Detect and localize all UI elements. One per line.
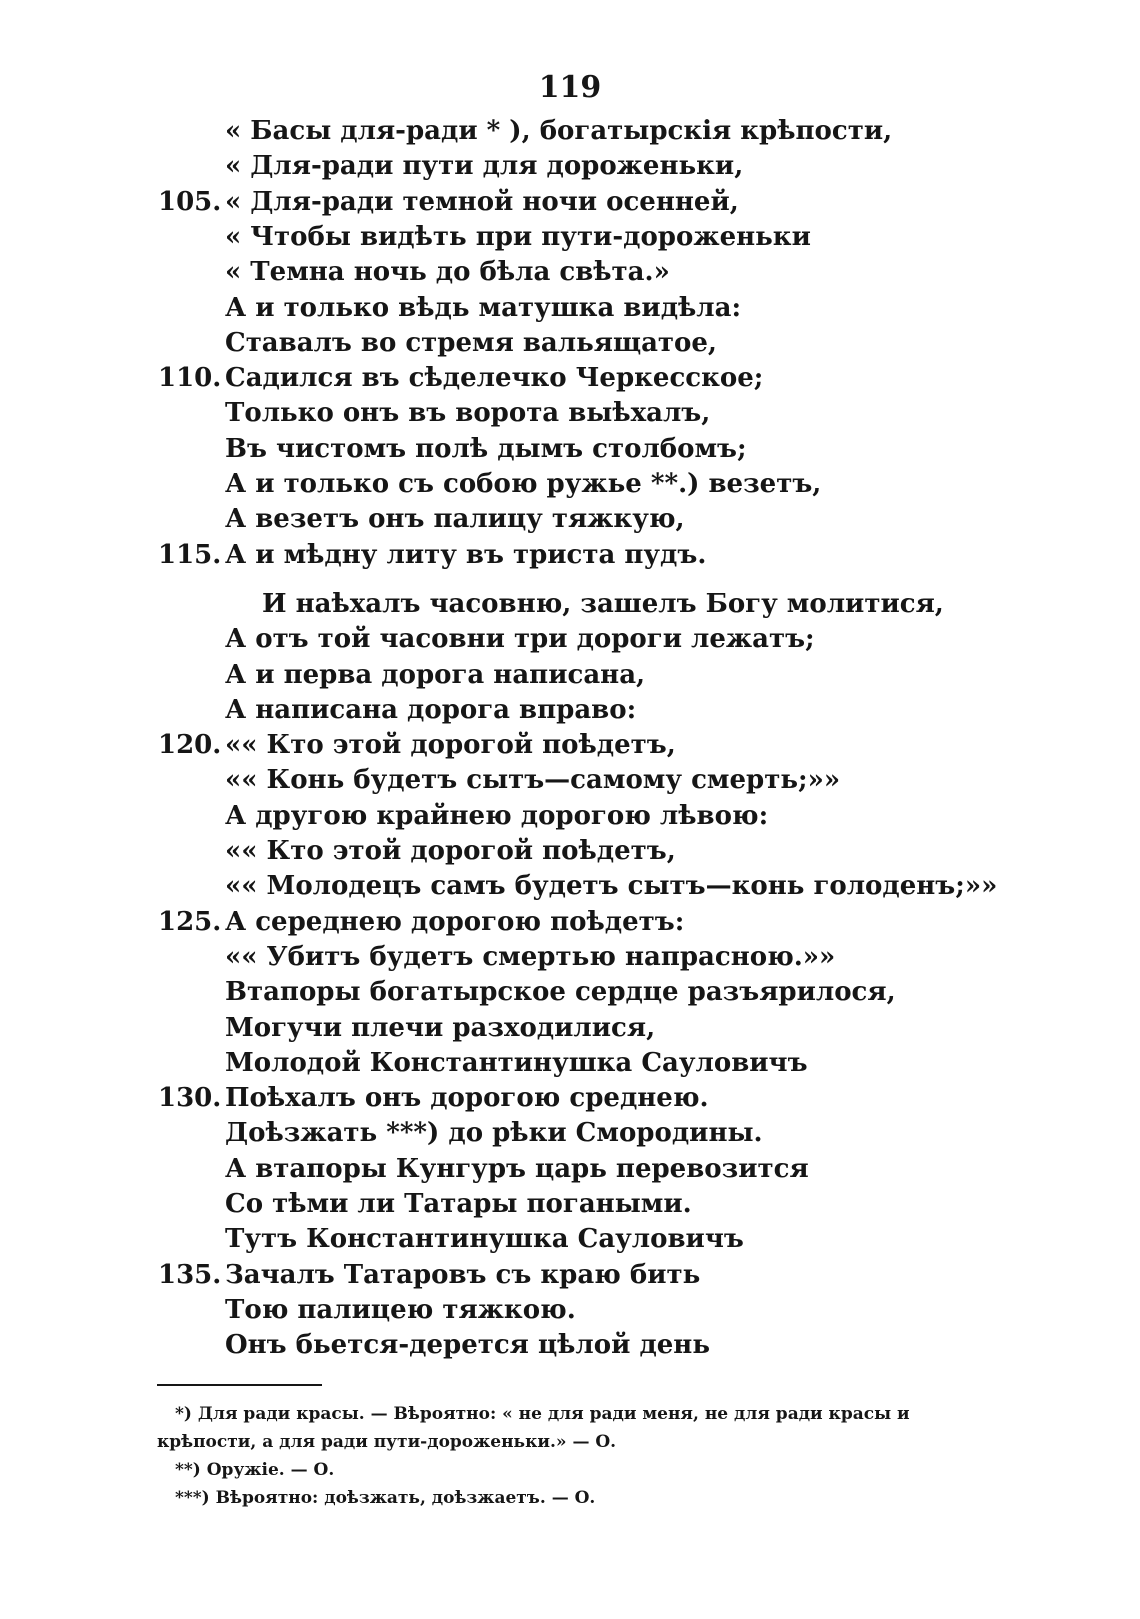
line-number: 135. bbox=[158, 1259, 222, 1290]
verse-text: Только онъ въ ворота выѣхалъ, bbox=[225, 398, 711, 429]
verse-text: « Для-ради пути для дороженьки, bbox=[225, 151, 744, 182]
verse-text: «« Молодецъ самъ будетъ сытъ—конь голоденъ;»» bbox=[225, 871, 998, 902]
verse-text: Поѣхалъ онъ дорогою среднею. bbox=[225, 1083, 709, 1114]
verse-text: Тою палицею тяжкою. bbox=[225, 1294, 576, 1325]
verse-text: Въ чистомъ полѣ дымъ столбомъ; bbox=[225, 433, 747, 464]
verse-text: « Чтобы видѣть при пути-дороженьки bbox=[225, 221, 811, 252]
line-number: 120. bbox=[158, 730, 222, 761]
footnote-separator bbox=[157, 1384, 322, 1386]
verse-text: А и только съ собою ружье **.) везетъ, bbox=[225, 469, 822, 499]
line-number: 115. bbox=[158, 539, 222, 570]
verse-text: «« Убитъ будетъ смертью напрасною.»» bbox=[225, 941, 836, 972]
verse-text: « Темна ночь до бѣла свѣта.» bbox=[225, 257, 670, 288]
verse-text: А другою крайнею дорогою лѣвою: bbox=[225, 800, 769, 831]
verse-text: Садился въ сѣделечко Черкесское; bbox=[225, 363, 764, 394]
verse-text: А и мѣдну литу въ триста пудъ. bbox=[225, 539, 707, 570]
verse-text: « Для-ради темной ночи осенней, bbox=[225, 186, 739, 217]
verse-text: Тутъ Константинушка Сауловичъ bbox=[225, 1224, 744, 1255]
verse-text: Ставалъ во стремя вальящатое, bbox=[225, 327, 717, 358]
line-number: 125. bbox=[158, 906, 222, 937]
verse-text: Со тѣми ли Татары погаными. bbox=[225, 1189, 692, 1219]
verse-text: Онъ бьется-дерется цѣлой день bbox=[225, 1330, 710, 1361]
footnote: **) Оружіе. — О. bbox=[175, 1460, 335, 1480]
verse-text: А везетъ онъ палицу тяжкую, bbox=[225, 504, 685, 535]
verse-text: «« Кто этой дорогой поѣдетъ, bbox=[225, 730, 676, 761]
verse-text: А написана дорога вправо: bbox=[225, 694, 637, 725]
footnote: крѣпости, а для ради пути-дороженьки.» — О. bbox=[157, 1432, 617, 1452]
verse-text: «« Конь будетъ сытъ—самому смерть;»» bbox=[225, 765, 841, 796]
verse-text: А и перва дорога написана, bbox=[225, 659, 646, 690]
line-number: 105. bbox=[158, 186, 222, 217]
verse-text: А отъ той часовни три дороги лежатъ; bbox=[225, 624, 815, 655]
footnote: ***) Вѣроятно: доѣзжать, доѣзжаетъ. — О. bbox=[175, 1488, 596, 1508]
verse-text: «« Кто этой дорогой поѣдетъ, bbox=[225, 836, 676, 866]
footnote: *) Для ради красы. — Вѣроятно: « не для ради меня, не для ради красы и bbox=[175, 1404, 910, 1424]
verse-text: Втапоры богатырское сердце разъярилося, bbox=[225, 977, 896, 1008]
verse-text: Могучи плечи разходилися, bbox=[225, 1012, 656, 1043]
verse-text: Молодой Константинушка Сауловичъ bbox=[225, 1047, 808, 1078]
verse-text: И наѣхалъ часовню, зашелъ Богу молитися, bbox=[262, 588, 944, 619]
line-number: 130. bbox=[158, 1083, 222, 1114]
verse-text: А и только вѣдь матушка видѣла: bbox=[225, 292, 742, 323]
verse-text: Доѣзжать ***) до рѣки Смородины. bbox=[225, 1118, 763, 1149]
verse-text: А середнею дорогою поѣдетъ: bbox=[225, 906, 685, 937]
verse-text: « Басы для-ради * ), богатырскія крѣпости, bbox=[225, 116, 893, 146]
verse-text: А втапоры Кунгуръ царь перевозится bbox=[225, 1153, 809, 1184]
line-number: 110. bbox=[158, 363, 222, 394]
page-number: 119 bbox=[538, 70, 602, 105]
verse-text: Зачалъ Татаровъ съ краю бить bbox=[225, 1259, 701, 1290]
